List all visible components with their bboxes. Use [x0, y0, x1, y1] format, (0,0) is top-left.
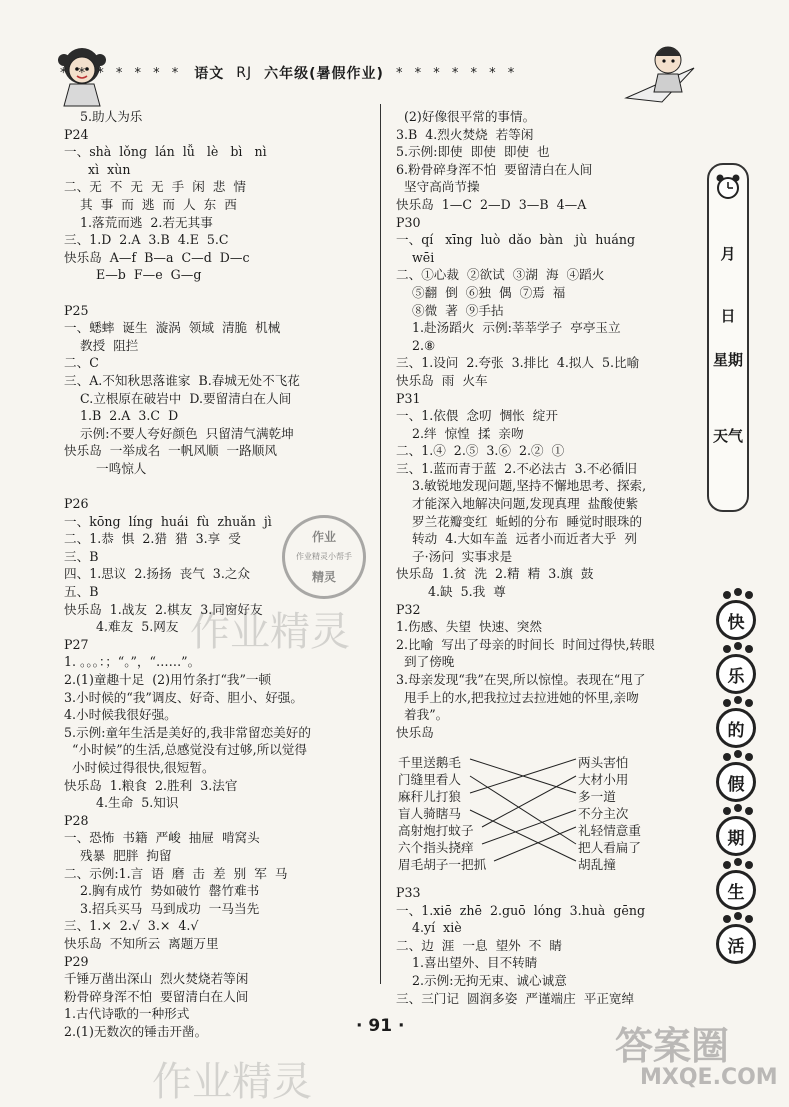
answer-line: P28	[64, 812, 89, 828]
stamp-top-text: 作业	[311, 530, 336, 544]
stamp-bottom-text: 精灵	[311, 570, 336, 584]
homework-stamp	[282, 515, 366, 599]
answer-line: 一鸣惊人	[64, 460, 147, 476]
answer-line: P31	[396, 390, 421, 406]
watermark-corner-logo: 答案圈	[615, 1024, 730, 1068]
answer-line: 1.喜出望外、目不转睛	[396, 955, 538, 971]
right-answer-column-tail	[396, 884, 696, 1007]
answer-line: 一、1.xiē zhē 2.guō lóng 3.huà gēng	[396, 902, 646, 918]
sidebar-day-label: 日	[720, 307, 736, 325]
match-left-item: 眉毛胡子一把抓	[398, 857, 487, 872]
header-edition: RJ	[236, 65, 253, 81]
answer-line: 小时候过得很快,很短暂。	[64, 759, 215, 775]
answer-line: 2.示例:无拘无束、诚心诚意	[396, 972, 567, 988]
answer-line: 5.示例:即使 即使 即使 也	[396, 144, 550, 160]
answer-line: 4.生命 5.知识	[64, 795, 179, 811]
answer-line: P24	[64, 126, 89, 142]
answer-line: 三、1.× 2.√ 3.× 4.√	[64, 918, 199, 934]
answer-line: E—b F—e G—g	[64, 267, 202, 283]
answer-line: 快乐岛 1.粮食 2.胜利 3.法官	[64, 777, 238, 793]
answer-line: 转动 4.大如车盖 远者小而近者大乎 列	[396, 531, 637, 547]
answer-line: 2.比喻 写出了母亲的时间长 时间过得快,转眼	[396, 636, 655, 652]
match-right-item: 大材小用	[578, 772, 629, 787]
header-stars-left: * * * * * * *	[60, 65, 183, 81]
answer-line: 着我”。	[396, 707, 449, 723]
answer-line: 5.助人为乐	[64, 109, 143, 124]
answer-line: 二、1.④ 2.⑤ 3.⑥ 2.② ①	[396, 443, 565, 459]
answer-line: 4.缺 5.我 尊	[396, 584, 506, 600]
answer-line: 二、C	[64, 355, 99, 371]
answer-line: 2.⑧	[396, 337, 436, 353]
answer-line: 3.B 4.烈火焚烧 若等闲	[396, 126, 534, 142]
answer-line: 教授 阻拦	[64, 337, 139, 353]
stamp-middle-text: 作业精灵小帮手	[296, 552, 352, 561]
answer-line: 5.示例:童年生活是美好的,我非常留恋美好的	[64, 724, 311, 740]
match-left-item: 六个指头挠痒	[398, 840, 474, 855]
answer-line: 3.敏锐地发现问题,坚持不懈地思考、探索,	[396, 478, 647, 494]
paw-badge-6: 生	[716, 870, 756, 910]
answer-line: P25	[64, 302, 89, 318]
answer-line: 6.粉骨碎身浑不怕 要留清白在人间	[396, 161, 593, 177]
answer-line: 2.绊 惊惶 揉 亲吻	[396, 425, 524, 441]
answer-line: 五、B	[64, 584, 99, 600]
answer-line: 1.古代诗歌的一种形式	[64, 1006, 190, 1022]
answer-line: 三、1.设问 2.夸张 3.排比 4.拟人 5.比喻	[396, 355, 640, 371]
answer-line	[64, 477, 374, 495]
answer-line: 千锤万凿出深山 烈火焚烧若等闲	[64, 971, 249, 987]
match-right-item: 把人看扁了	[578, 840, 641, 855]
match-left-item: 盲人骑瞎马	[398, 806, 461, 821]
answer-line: ⑧微 著 ⑨手拈	[396, 302, 504, 318]
paw-badge-7: 活	[716, 924, 756, 964]
answer-line: 快乐岛	[396, 724, 434, 740]
answer-line: 4.yí xiè	[396, 920, 462, 936]
matching-exercise	[398, 752, 668, 872]
paw-badge-1: 快	[716, 600, 756, 640]
match-right-item: 不分主次	[578, 806, 629, 821]
match-right-item: 两头害怕	[578, 755, 629, 770]
watermark-center: 作业精灵	[190, 609, 350, 655]
watermark-bottom: 作业精灵	[152, 1059, 312, 1105]
header-grade: 六年级(暑假作业)	[264, 66, 384, 82]
paw-badge-5: 期	[716, 816, 756, 856]
answer-line: 甩手上的水,把我拉过去拉进她的怀里,亲吻	[396, 689, 639, 705]
sidebar-weather-label: 天气	[712, 427, 743, 445]
answer-line: 三、1.D 2.A 3.B 4.E 5.C	[64, 232, 229, 248]
answer-line: “小时候”的生活,总感觉没有过够,所以觉得	[64, 742, 307, 758]
answer-line: 其 事 而 逃 而 人 东 西	[64, 196, 237, 212]
answer-line: 二、1.恭 惧 2.猎 猎 3.享 受	[64, 531, 241, 547]
answer-line: 快乐岛 不知所云 离题万里	[64, 935, 219, 951]
answer-line: 二、无 不 无 无 手 闲 悲 情	[64, 179, 246, 195]
answer-line: 二、示例:1.言 语 磨 击 差 别 军 马	[64, 865, 288, 881]
page-number: · 91 ·	[356, 1016, 405, 1036]
answer-line: 二、①心裁 ②欲试 ③湖 海 ④蹈火	[396, 267, 605, 283]
answer-line: 快乐岛 1.贫 洗 2.精 精 3.旗 鼓	[396, 566, 594, 582]
answer-line: 三、三门记 圆润多姿 严谨端庄 平正宽绰	[396, 990, 635, 1006]
answer-line: 残暴 肥胖 拘留	[64, 847, 172, 863]
sidebar-month-label: 月	[720, 245, 736, 263]
answer-line: 2.(1)童趣十足 (2)用竹条打“我”一顿	[64, 672, 272, 687]
answer-line: 四、1.思议 2.扬扬 丧气 3.之众	[64, 566, 251, 582]
answer-line: P33	[396, 885, 421, 900]
answer-line: P32	[396, 601, 421, 617]
answer-line: 4.小时候我很好强。	[64, 707, 177, 723]
answer-line: 3.招兵买马 马到成功 一马当先	[64, 900, 260, 916]
match-left-item: 门缝里看人	[398, 772, 461, 787]
answer-line: 2.(1)无数次的锤击开凿。	[64, 1023, 208, 1039]
answer-line: 1.赴汤蹈火 示例:莘莘学子 亭亭玉立	[396, 320, 621, 336]
answer-line	[64, 284, 374, 302]
column-divider	[380, 104, 381, 984]
answer-line: 快乐岛 1—C 2—D 3—B 4—A	[396, 196, 587, 212]
answer-line: 3.小时候的“我”调皮、好奇、胆小、好强。	[64, 689, 303, 705]
match-left-item: 千里送鹅毛	[398, 755, 461, 770]
answer-line: 1.落荒而逃 2.若无其事	[64, 214, 213, 230]
answer-line: 3.母亲发现“我”在哭,所以惊惶。表现在“甩了	[396, 672, 646, 687]
answer-line: 1. 。。。：；“。”，“……”。	[64, 654, 201, 670]
match-left-item: 高射炮打蚊子	[398, 823, 474, 838]
answer-line: P29	[64, 953, 89, 969]
answer-line: 一、恐怖 书籍 严峻 抽屉 啃窝头	[64, 830, 260, 846]
paw-badge-4: 假	[716, 762, 756, 802]
answer-line: 一、1.依偎 念叨 惆怅 绽开	[396, 408, 558, 424]
answer-line: (2)好像很平常的事情。	[396, 109, 536, 124]
answer-line: 三、A.不知秋思落谁家 B.春城无处不飞花	[64, 372, 300, 388]
answer-line: P27	[64, 636, 89, 652]
answer-line: 罗兰花瓣变红 蚯蚓的分布 睡觉时眼珠的	[396, 513, 643, 529]
answer-line: 2.胸有成竹 势如破竹 罄竹难书	[64, 883, 260, 899]
paw-badge-2: 乐	[716, 654, 756, 694]
header-subject: 语文	[194, 66, 225, 82]
answer-line: 快乐岛 雨 火车	[396, 372, 488, 388]
answer-line: P30	[396, 214, 421, 230]
match-right-item: 胡乱撞	[578, 857, 616, 872]
answer-line: 快乐岛 1.战友 2.棋友 3.同窗好友	[64, 601, 263, 617]
answer-line: C.立根原在破岩中 D.要留清白在人间	[64, 390, 292, 406]
header-stars-right: * * * * * * *	[395, 65, 519, 81]
answer-line: 快乐岛 一举成名 一帆风顺 一路顺风	[64, 443, 277, 459]
answer-line: 1.伤感、失望 快速、突然	[396, 619, 542, 635]
holiday-paw-badges	[712, 600, 772, 978]
answer-line: 到了傍晚	[396, 654, 455, 670]
watermark-corner-url: MXQE.COM	[640, 1065, 778, 1090]
answer-line: 才能深入地解决问题,发现真理 盐酸使紫	[396, 496, 639, 512]
match-left-item: 麻秆儿打狼	[398, 789, 461, 804]
match-right-item: 礼轻情意重	[578, 823, 641, 838]
answer-line: 三、1.蓝而青于蓝 2.不必法古 3.不必循旧	[396, 460, 637, 476]
right-answer-column	[396, 108, 696, 741]
answer-line: 快乐岛 A—f B—a C—d D—c	[64, 249, 250, 265]
answer-line: 1.B 2.A 3.C D	[64, 408, 179, 424]
answer-line: 子·汤问 实事求是	[396, 548, 513, 564]
answer-line: P26	[64, 496, 89, 512]
answer-line: 一、蟋蟀 诞生 漩涡 领域 清脆 机械	[64, 320, 281, 336]
answer-line: 示例:不要人夸好颜色 只留清气满乾坤	[64, 425, 294, 441]
paw-badge-3: 的	[716, 708, 756, 748]
answer-line: 一、qí xīng luò dǎo bàn jù huáng	[396, 232, 636, 248]
answer-line: 二、边 涯 一息 望外 不 睛	[396, 937, 562, 953]
answer-line: 一、shà lǒng lán lǚ lè bì nì	[64, 144, 267, 160]
answer-line: wēi	[396, 249, 435, 265]
sidebar-weekday-label: 星期	[712, 351, 743, 369]
answer-line: ⑤翻 倒 ⑥独 偶 ⑦焉 福	[396, 284, 566, 300]
answer-line: 4.难友 5.网友	[64, 619, 179, 635]
match-right-item: 多一道	[578, 789, 616, 804]
alarm-clock-icon	[715, 173, 741, 201]
answer-line: 坚守高尚节操	[396, 179, 480, 195]
answer-line: 一、kōng líng huái fù zhuǎn jì	[64, 513, 272, 529]
date-sidebar	[707, 163, 749, 512]
answer-line: 粉骨碎身浑不怕 要留清白在人间	[64, 988, 249, 1004]
answer-line: xì xùn	[64, 161, 131, 177]
answer-line: 三、B	[64, 548, 99, 564]
page-header	[60, 60, 640, 86]
